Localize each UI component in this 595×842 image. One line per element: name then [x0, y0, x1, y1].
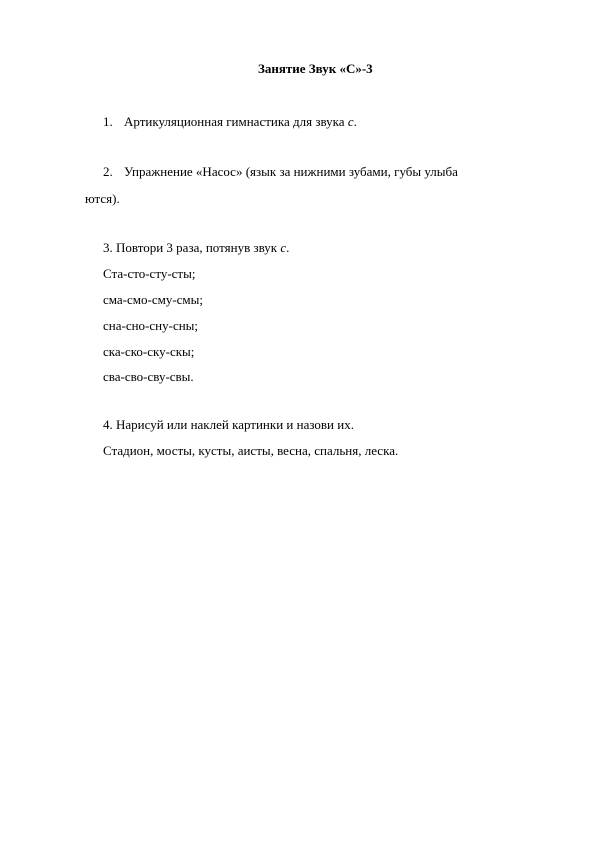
syllable-line-4: ска-ско-ску-скы; — [103, 344, 195, 359]
syllable-line-3: сна-сно-сну-сны; — [103, 318, 199, 333]
item-3-text — [116, 240, 289, 256]
item-1-number: 1. — [103, 114, 113, 129]
item-4-number: 4. — [103, 417, 113, 432]
item-1-text-main: Артикуляционная гимнастика для звука — [124, 114, 348, 129]
syllable-line-5: сва-сво-сву-свы. — [103, 369, 194, 384]
item-1-text — [124, 114, 357, 130]
item-2-text-line2: ются). — [85, 191, 120, 206]
syllable-line-2: сма-смо-сму-смы; — [103, 292, 204, 307]
item-3-number: 3. — [103, 240, 113, 255]
item-2-number: 2. — [103, 164, 113, 179]
item-1-emph: с — [347, 114, 354, 129]
item-3-tail: . — [286, 240, 290, 255]
item-3-emph: с — [280, 240, 287, 255]
item-1-tail: . — [353, 114, 357, 129]
item-3-text-main: Повтори 3 раза, потянув звук — [116, 240, 281, 255]
syllable-line-1: Ста-сто-сту-сты; — [103, 266, 196, 281]
page-title: Занятие Звук «С»-3 — [258, 61, 373, 76]
item-2-text-line1: Упражнение «Насос» (язык за нижними зубами, губы улыба — [124, 164, 458, 179]
item-4-words: Стадион, мосты, кусты, аисты, весна, спальня, леска. — [103, 443, 399, 458]
item-4-text: Нарисуй или наклей картинки и назови их. — [116, 417, 354, 432]
